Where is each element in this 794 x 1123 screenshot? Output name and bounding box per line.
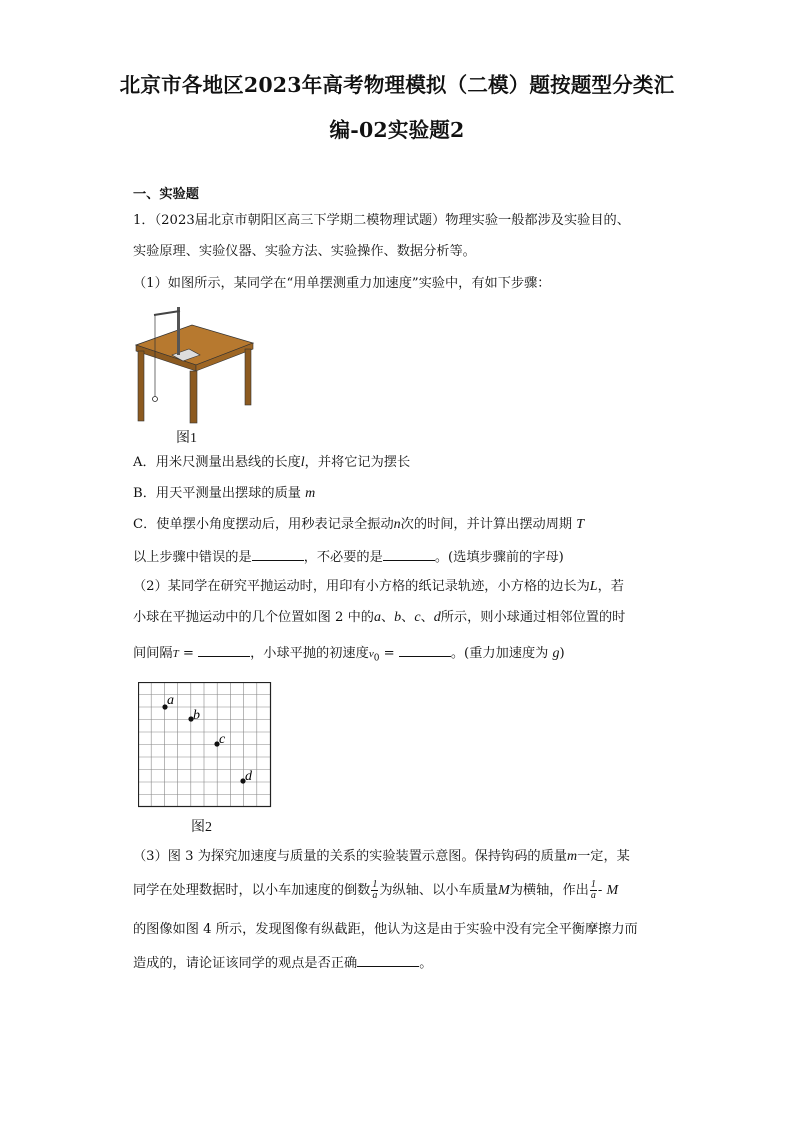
part2-line2-text: 小球在平抛运动中的几个位置如图 2 中的: [133, 610, 374, 625]
part2-point-a: a: [373, 610, 381, 625]
fraction-one-over-a: [371, 880, 378, 901]
part2-line1-end: ，若: [597, 579, 624, 594]
part2-variable-l: L: [589, 579, 598, 594]
answer-blank-wrong-step[interactable]: [252, 547, 304, 561]
part2-sep-2: 、: [401, 610, 415, 625]
part2-point-b: b: [394, 610, 402, 625]
part2-line3-close: ): [559, 646, 565, 661]
part3-line4-text: 造成的，请论证该同学的观点是否正确: [133, 956, 358, 971]
fraction-numerator-2: 1: [590, 879, 596, 890]
part3-line1-text: （3）图 3 为探究加速度与质量的关系的实验装置示意图。保持钩码的质量: [133, 849, 567, 864]
part2-variable-v: v: [368, 648, 374, 660]
document-title-line1: 北京市各地区2023年高考物理模拟（二模）题按题型分类汇: [119, 73, 675, 97]
step-b-variable: m: [305, 486, 316, 501]
part2-variable-g: g: [552, 646, 560, 661]
answer-blank-initial-velocity[interactable]: [399, 643, 451, 657]
blank1-prefix: 以上步骤中错误的是: [133, 550, 252, 565]
step-a-text: A．用米尺测量出悬线的长度: [133, 455, 301, 470]
part2-line2: [133, 609, 625, 627]
part3-variable-m: m: [566, 849, 578, 864]
part2-sep-3: 、: [420, 610, 434, 625]
part2-point-c: c: [414, 610, 421, 625]
document-title-line2: 编-02实验题2: [329, 118, 465, 142]
fraction-numerator: 1: [372, 879, 378, 890]
part1-intro: （1）如图所示，某同学在“用单摆测重力加速度”实验中，有如下步骤：: [133, 276, 551, 291]
answer-blank-time-interval[interactable]: [198, 643, 250, 657]
fraction-denominator: a: [372, 890, 378, 901]
figure-2-label-b: b: [193, 708, 200, 723]
step-c-text: C．使单摆小角度摆动后，用秒表记录全振动: [133, 517, 394, 532]
part2-line3-text: 间间隔: [133, 646, 173, 661]
question-1-line1: 1．（2023届北京市朝阳区高三下学期二模物理试题）物理实验一般都涉及实验目的、: [133, 213, 630, 228]
part2-variable-t: T: [172, 648, 179, 660]
part3-line3: 的图像如图 4 所示，发现图像有纵截距，他认为这是由于实验中没有完全平衡摩擦力而: [133, 922, 638, 937]
part2-line1-text: （2）某同学在研究平抛运动时，用印有小方格的纸记录轨迹，小方格的边长为: [133, 579, 590, 594]
figure-1-caption: 图1: [176, 431, 197, 446]
part3-dash: -: [597, 883, 603, 898]
step-b: [133, 485, 315, 503]
figure-2-label-a: a: [167, 693, 174, 708]
part3-line2: [133, 880, 618, 901]
part2-line1: [133, 578, 624, 596]
figure-2-caption: 图2: [191, 820, 212, 835]
question-1-line2: 实验原理、实验仪器、实验方法、实验操作、数据分析等。: [133, 244, 476, 259]
blank1-mid: ，不必要的是: [303, 550, 383, 565]
part2-equals-2: =: [379, 646, 399, 661]
part1-blanks-line: [133, 547, 564, 567]
step-b-text: B．用天平测量出摆球的质量: [133, 486, 301, 501]
figure-2-grid-illustration: [138, 682, 272, 808]
step-c-variable-t: T: [576, 517, 585, 532]
part3-variable-m-axis: M: [606, 883, 619, 898]
step-a: [133, 454, 410, 472]
part3-line1-end: 一定，某: [577, 849, 630, 864]
part3-line2-mid2: 为横轴，作出: [509, 883, 589, 898]
step-a-variable: l: [300, 455, 305, 470]
part2-line3: [133, 643, 565, 668]
part2-line3-mid: ，小球平抛的初速度: [250, 646, 369, 661]
blank1-suffix: 。(选填步骤前的字母): [434, 550, 564, 565]
figure-2-grid-lines: [138, 682, 271, 807]
figure-1-pendulum-illustration: [134, 305, 256, 425]
step-c-variable-n: n: [393, 517, 401, 532]
step-c-text-mid: 次的时间，并计算出摆动周期: [400, 517, 573, 532]
fraction-denominator-2: a: [590, 890, 596, 901]
part2-equals-1: =: [178, 646, 199, 661]
section-heading: 一、实验题: [133, 187, 199, 202]
figure-2-label-d: d: [245, 769, 252, 784]
answer-blank-unnecessary-step[interactable]: [383, 547, 435, 561]
part3-line4-end: 。: [419, 956, 433, 971]
part3-line1: [133, 848, 630, 866]
part3-line4: [133, 953, 432, 973]
part2-sep-1: 、: [380, 610, 395, 625]
part3-line2-mid: 为纵轴、以小车质量: [379, 883, 499, 898]
step-c: [133, 516, 584, 534]
part2-line2-end: 所示，则小球通过相邻位置的时: [440, 610, 626, 625]
fraction-one-over-a-2: [590, 880, 597, 901]
part3-variable-m-mass: M: [498, 883, 510, 898]
step-a-text-end: ，并将它记为摆长: [304, 455, 411, 470]
figure-2-label-c: c: [219, 732, 226, 747]
part3-line2-text: 同学在处理数据时，以小车加速度的倒数: [133, 883, 371, 898]
part2-line3-end: 。(重力加速度为: [450, 646, 549, 661]
part2-point-d: d: [433, 610, 441, 625]
answer-blank-argument[interactable]: [357, 953, 419, 967]
part2-variable-v-subscript: 0: [373, 653, 380, 664]
